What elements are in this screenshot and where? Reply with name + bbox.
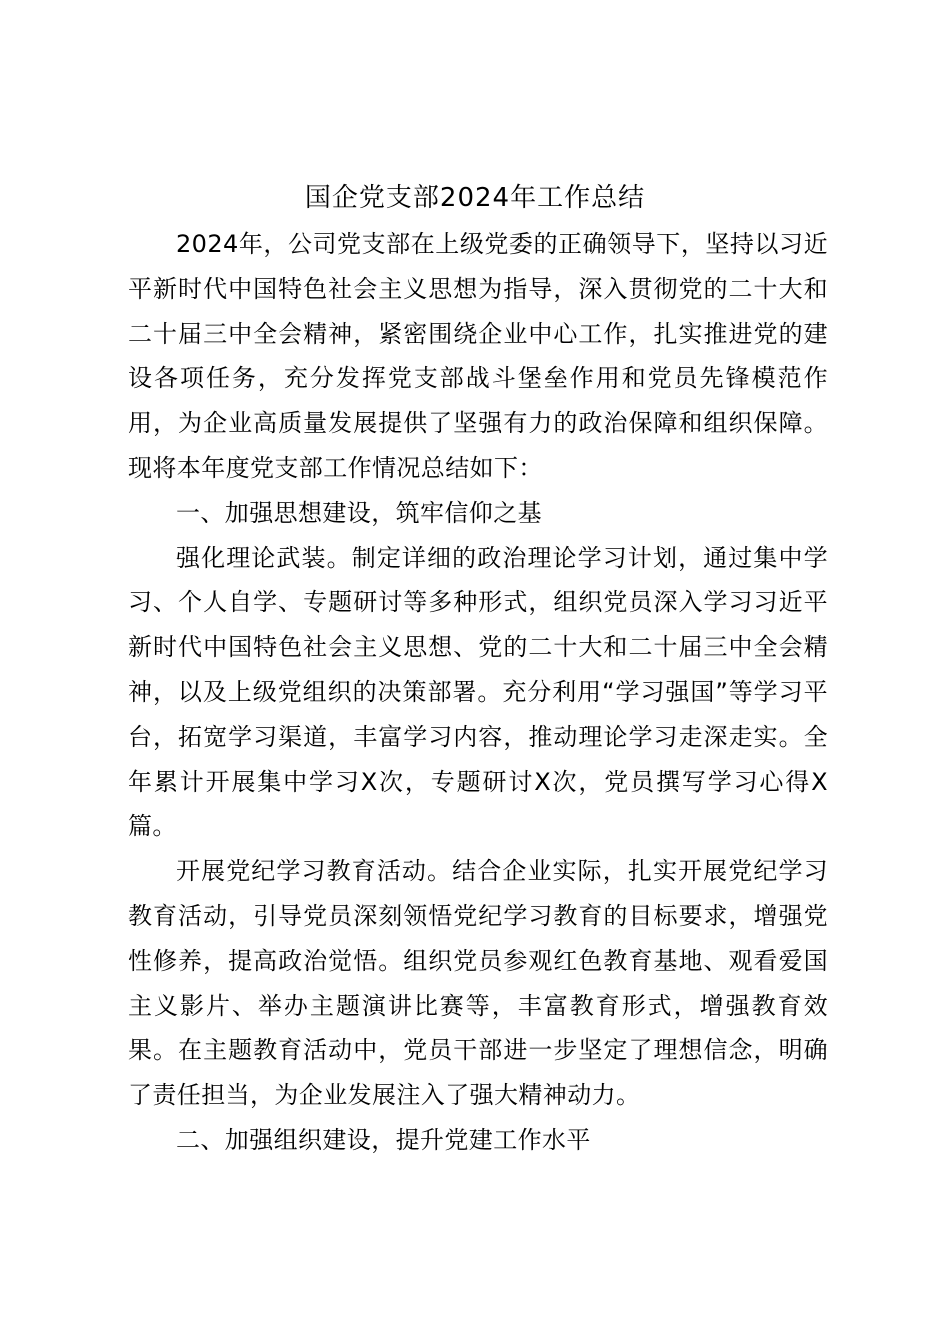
document-body <box>128 222 828 1163</box>
section-heading-2: 二、加强组织建设，提升党建工作水平 <box>176 1125 591 1154</box>
discipline-education-paragraph: 开展党纪学习教育活动。结合企业实际，扎实开展党纪学习教育活动，引导党员深刻领悟党纪学习教育的目标要求，增强党性修养，提高政治觉悟。组织党员参观红色教育基地、观看爱国主义影片、举办主题演讲比赛等，丰富教育形式，增强教育效果。在主题教育活动中，党员干部进一步坚定了理想信念，明确了责任担当，为企业发展注入了强大精神动力。 <box>128 857 828 1110</box>
section-heading-1: 一、加强思想建设，筑牢信仰之基 <box>176 498 542 527</box>
theory-study-paragraph: 强化理论武装。制定详细的政治理论学习计划，通过集中学习、个人自学、专题研讨等多种形式，组织党员深入学习习近平新时代中国特色社会主义思想、党的二十大和二十届三中全会精神，以及上级党组织的决策部署。充分利用“学习强国”等学习平台，拓宽学习渠道，丰富学习内容，推动理论学习走深走实。全年累计开展集中学习X次，专题研讨X次，党员撰写学习心得X篇。 <box>128 543 828 841</box>
intro-paragraph: 2024年，公司党支部在上级党委的正确领导下，坚持以习近平新时代中国特色社会主义思想为指导，深入贯彻党的二十大和二十届三中全会精神，紧密围绕企业中心工作，扎实推进党的建设各项任务，充分发挥党支部战斗堡垒作用和党员先锋模范作用，为企业高质量发展提供了坚强有力的政治保障和组织保障。现将本年度党支部工作情况总结如下： <box>128 230 828 482</box>
document-title: 国企党支部2024年工作总结 <box>304 183 646 213</box>
